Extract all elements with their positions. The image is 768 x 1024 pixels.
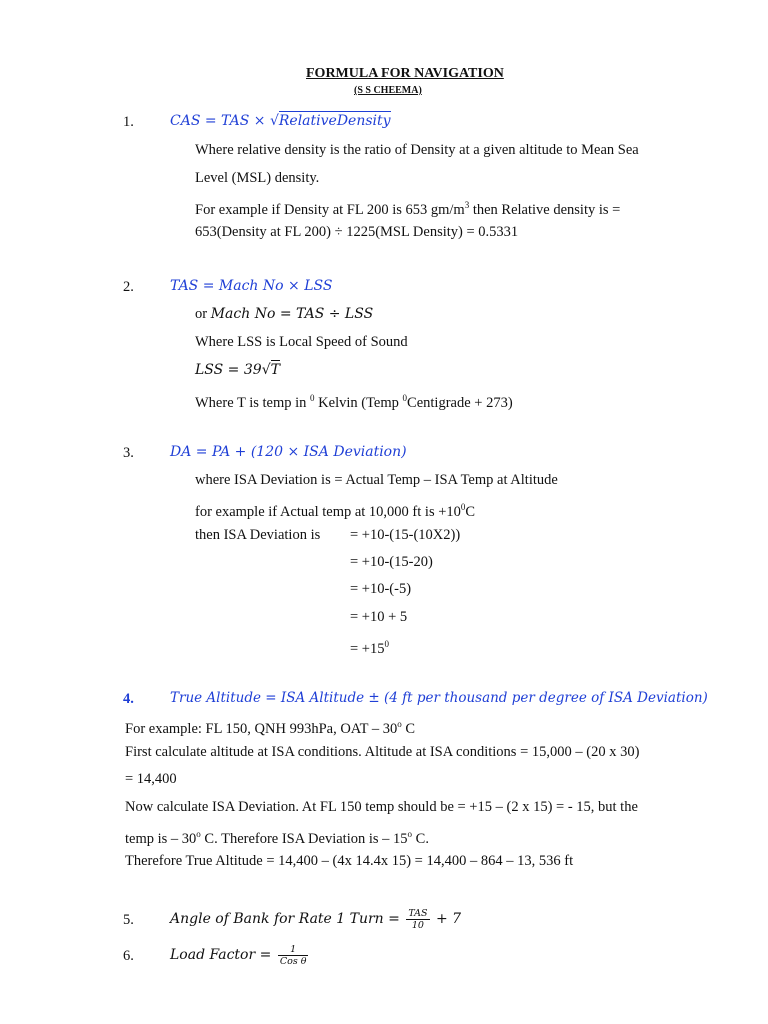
s3-deviation-label: then ISA Deviation is: [195, 527, 321, 543]
formula-angle-of-bank-fraction: [406, 908, 429, 931]
fraction-numerator: TAS: [408, 907, 428, 919]
s2-line-1: [195, 305, 373, 323]
s1-line-3-b: then Relative density is =: [469, 201, 621, 218]
document-author: (S S CHEEMA): [354, 85, 422, 96]
item-number-6: 6.: [123, 948, 134, 964]
fraction-numerator: 1: [278, 944, 309, 956]
formula-da: DA = PA + (120 × ISA Deviation): [170, 444, 407, 460]
formula-load-factor-fraction: [278, 944, 309, 967]
s4-line-5: [125, 825, 429, 848]
s2-line-1-or: or: [195, 306, 211, 322]
s3-line-2-a: for example if Actual temp at 10,000 ft is +10: [195, 503, 461, 520]
formula-angle-of-bank-left: Angle of Bank for Rate 1 Turn =: [170, 911, 400, 927]
s2-line-4: [195, 389, 513, 412]
document-title: FORMULA FOR NAVIGATION: [306, 66, 504, 81]
s4-line-6: Therefore True Altitude = 14,400 – (4x 14.4x 15) = 14,400 – 864 – 13, 536 ft: [125, 853, 574, 869]
s4-line-5-sup2: o: [407, 829, 413, 839]
formula-true-altitude: True Altitude = ISA Altitude ± (4 ft per thousand per degree of ISA Deviation): [170, 690, 708, 706]
s3-line-2: [195, 498, 475, 521]
s2-line-1-math: Mach No = TAS ÷ LSS: [210, 306, 374, 322]
s3-line-2-b: C: [465, 503, 476, 520]
s4-line-5-b: C. Therefore ISA Deviation is – 15: [200, 830, 408, 847]
s2-line-3: LSS = 39√T: [195, 362, 280, 378]
s2-line-3-root: T: [270, 362, 280, 378]
s2-line-4-sup1: 0: [310, 393, 315, 403]
s4-line-4: Now calculate ISA Deviation. At FL 150 temp should be = +15 – (2 x 15) = - 15, but the: [125, 799, 638, 815]
item-number-1: 1.: [123, 114, 134, 130]
s2-line-4-b: Kelvin (Temp: [314, 394, 403, 411]
s2-line-3-a: LSS = 39: [195, 362, 262, 378]
s3-step-2: = +10-(15-20): [350, 554, 433, 570]
fraction-denominator: Cos θ: [279, 955, 307, 967]
formula-tas: TAS = Mach No × LSS: [170, 278, 333, 294]
s2-line-4-sup2: 0: [402, 393, 408, 403]
s1-line-3: [195, 196, 620, 219]
s1-line-4: 653(Density at FL 200) ÷ 1225(MSL Density) = 0.5331: [195, 224, 519, 240]
formula-cas: CAS = TAS × √RelativeDensity: [170, 113, 391, 129]
fraction-denominator: 10: [411, 919, 424, 931]
s4-line-5-c: C.: [412, 830, 429, 847]
s4-line-1-sup: o: [397, 719, 402, 729]
s2-line-4-a: Where T is temp in: [195, 394, 311, 411]
item-number-3: 3.: [123, 445, 134, 461]
s4-line-5-sup1: o: [196, 829, 201, 839]
formula-angle-of-bank-right: + 7: [435, 911, 462, 927]
item-number-2: 2.: [123, 279, 134, 295]
formula-cas-left: CAS = TAS ×: [170, 113, 266, 129]
item-number-5: 5.: [123, 912, 134, 928]
s1-line-1: Where relative density is the ratio of Density at a given altitude to Mean Sea: [195, 142, 639, 158]
s4-line-5-a: temp is – 30: [125, 830, 197, 847]
s4-line-1-b: C: [401, 720, 416, 737]
item-number-4: 4.: [123, 691, 134, 707]
s1-line-2: Level (MSL) density.: [195, 170, 320, 186]
formula-load-factor: [170, 940, 310, 970]
s2-line-4-c: Centigrade + 273): [407, 394, 513, 411]
s4-line-3: = 14,400: [125, 771, 177, 787]
s3-step-5-a: = +15: [350, 640, 385, 657]
s2-line-2: Where LSS is Local Speed of Sound: [195, 334, 408, 350]
s1-line-3-a: For example if Density at FL 200 is 653 gm/m: [195, 201, 465, 218]
s3-step-5-sup: 0: [384, 639, 389, 649]
s3-line-1: where ISA Deviation is = Actual Temp – ISA Temp at Altitude: [195, 472, 558, 488]
s3-step-1: = +10-(15-(10X2)): [350, 527, 461, 543]
s3-step-5: [350, 635, 389, 658]
s4-line-1: [125, 715, 415, 738]
s4-line-2: First calculate altitude at ISA conditions. Altitude at ISA conditions = 15,000 – (20 x 30): [125, 744, 640, 760]
s3-step-3: = +10-(-5): [350, 581, 412, 597]
s4-line-1-a: For example: FL 150, QNH 993hPa, OAT – 30: [125, 720, 398, 737]
formula-angle-of-bank: [170, 904, 461, 934]
formula-cas-root: RelativeDensity: [278, 113, 391, 129]
s3-line-2-sup: 0: [460, 502, 466, 512]
s3-step-4: = +10 + 5: [350, 609, 408, 625]
formula-load-factor-left: Load Factor =: [170, 947, 272, 963]
s1-line-3-sup: 3: [464, 200, 470, 210]
